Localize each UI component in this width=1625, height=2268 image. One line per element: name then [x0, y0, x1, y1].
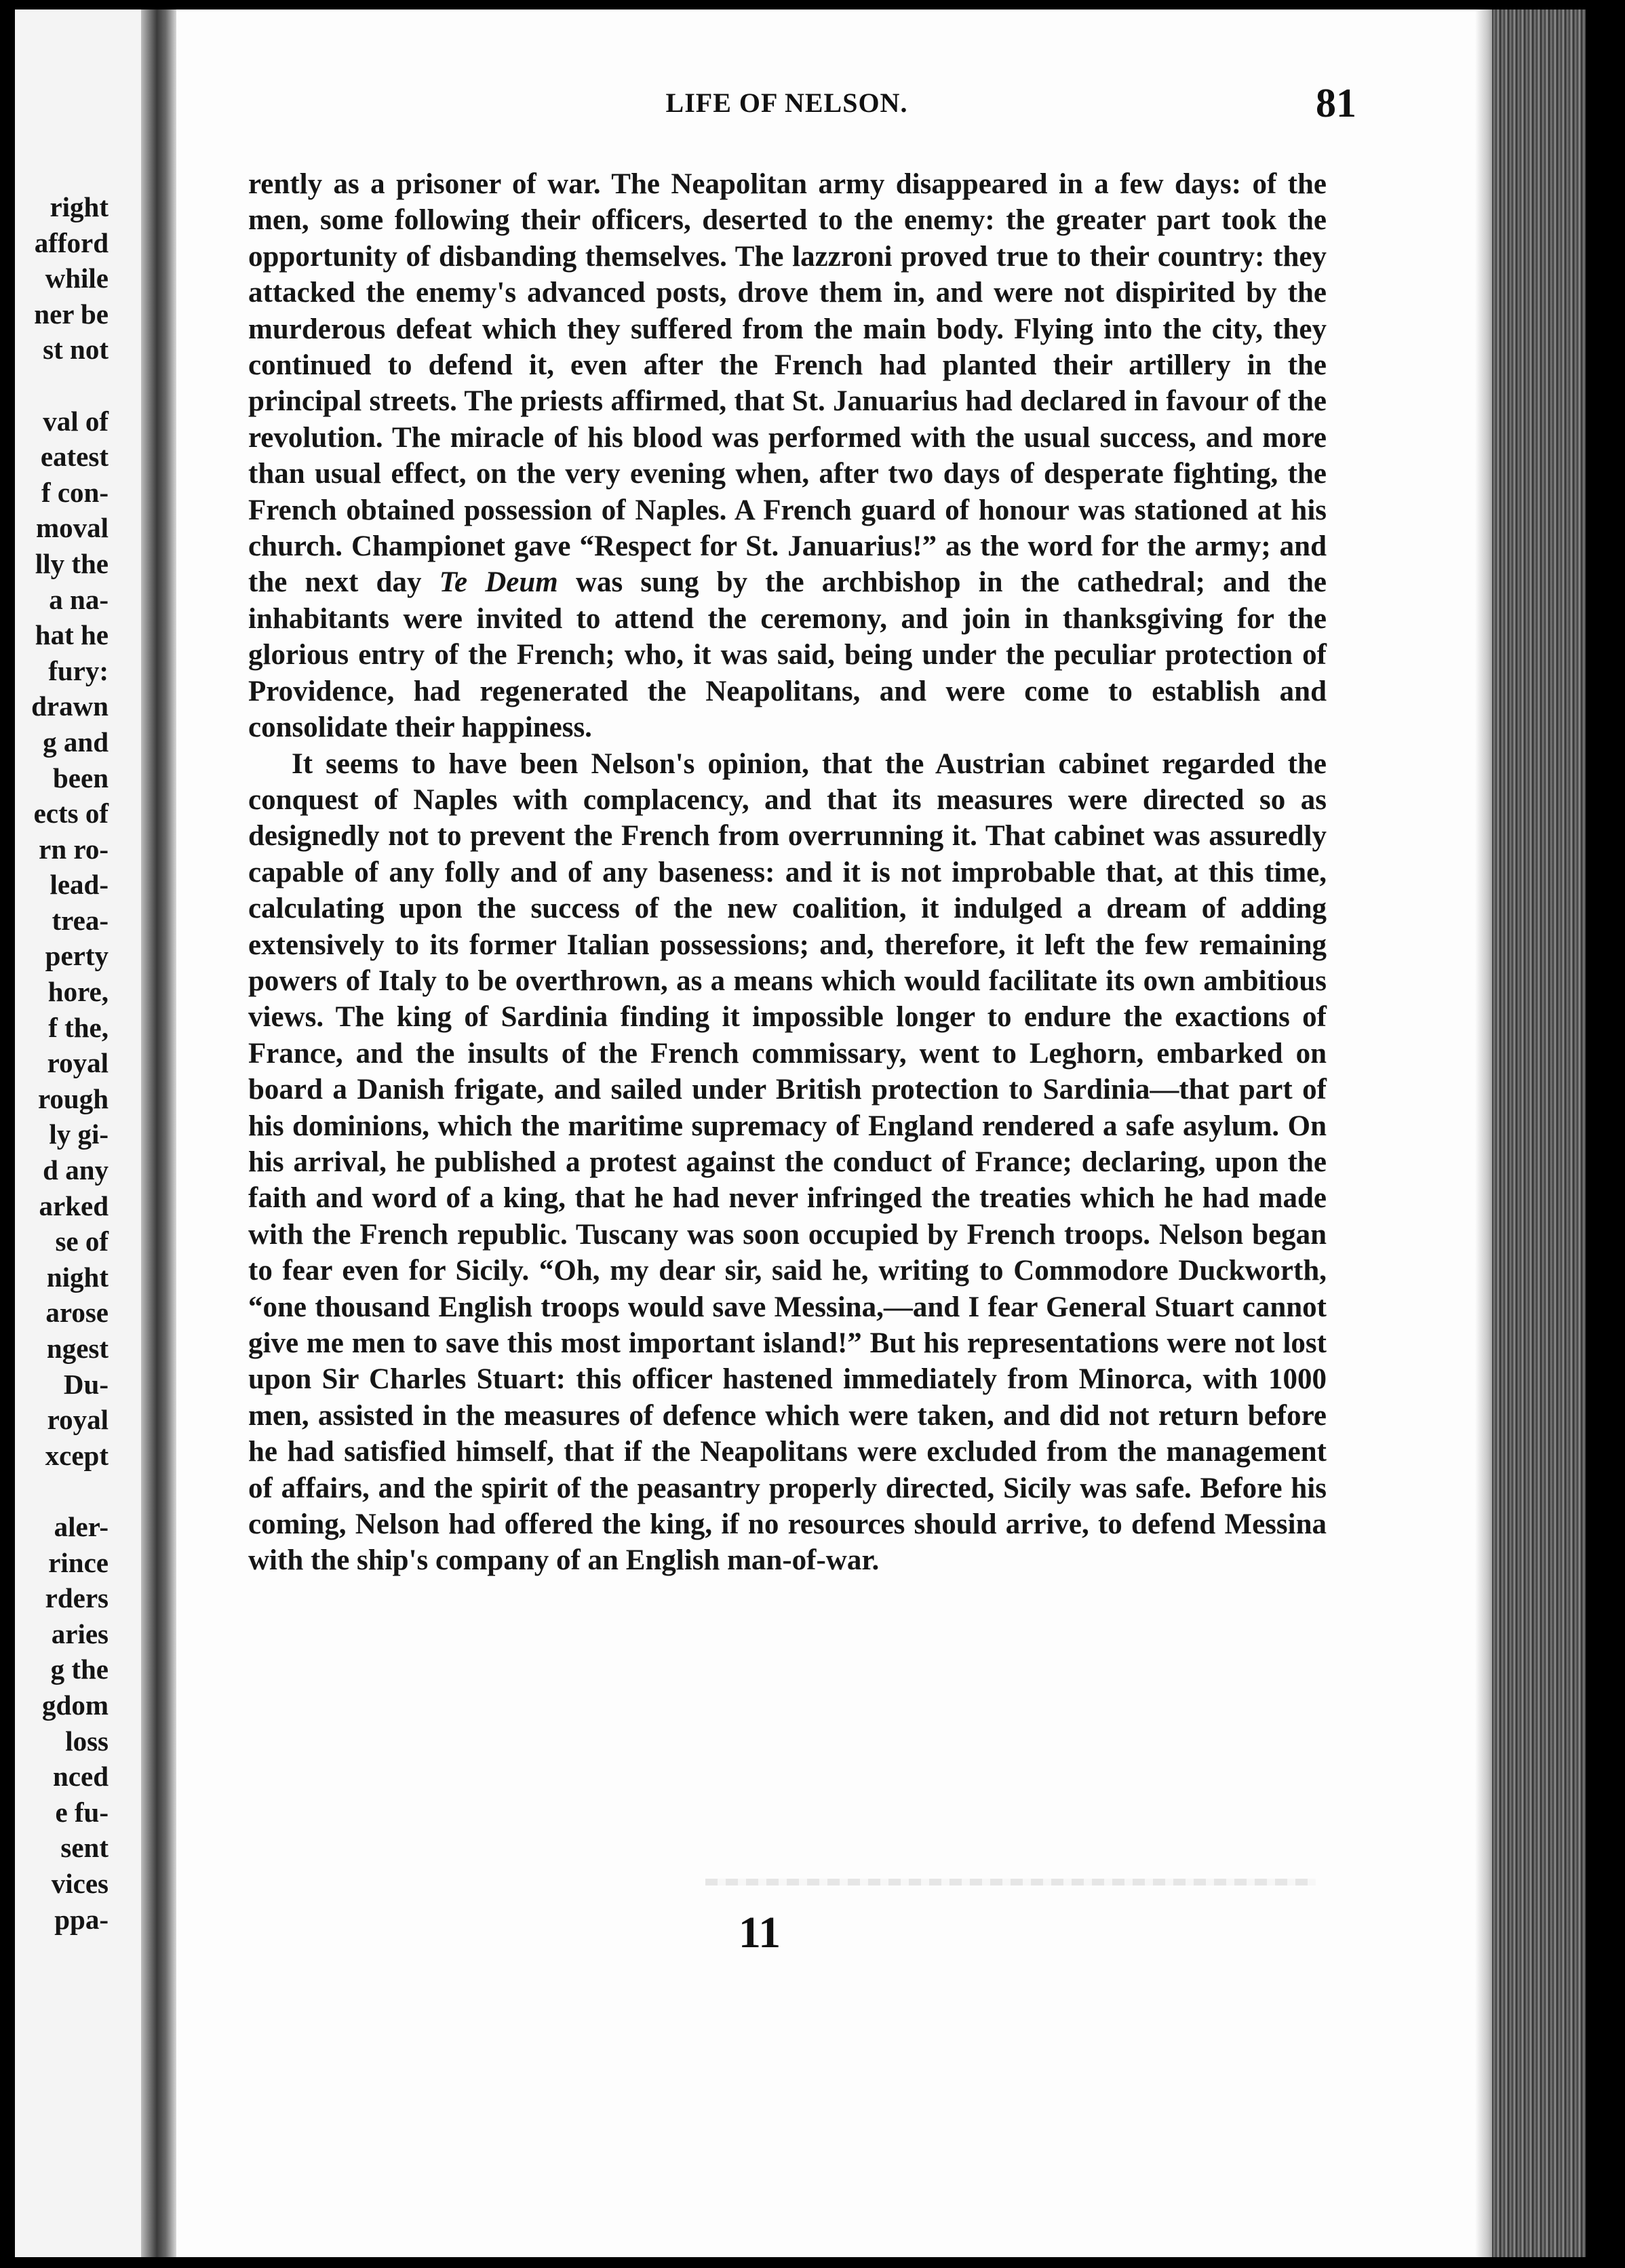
facing-page-line: trea- [52, 904, 109, 936]
show-through-text [705, 1879, 1316, 1885]
facing-page-line: arose [45, 1297, 109, 1329]
facing-page-line: g the [50, 1654, 109, 1685]
facing-page-line: hore, [47, 976, 109, 1008]
scan-frame-top [0, 0, 1625, 9]
facing-page-line: fury: [48, 654, 109, 686]
facing-page-line: gdom [42, 1689, 109, 1721]
facing-page-line: royal [47, 1047, 109, 1079]
facing-page-line [15, 368, 109, 404]
facing-page-line: afford [34, 227, 109, 258]
facing-page-line: se of [55, 1226, 109, 1257]
facing-page-line: eatest [40, 441, 109, 473]
facing-page-line: rn ro- [39, 833, 109, 865]
facing-page-line: rince [48, 1546, 109, 1578]
facing-page-line: Du- [63, 1368, 109, 1400]
facing-page-line: drawn [31, 690, 109, 722]
facing-page-line: loss [65, 1725, 109, 1757]
facing-page-line: hat he [35, 619, 109, 651]
paragraph-2: It seems to have been Nelson's opinion, that the Austrian cabinet regarded the conquest of Naples with complacency, and that its measures were directed so as designedly not to prevent the French from overrunning it. That cabinet was assuredly capable of any folly and of any baseness: and it is not improbable that, at this time, calculating upon the success of the new coalition, it indulged a dream of adding extensively to its former Italian possessions; and, therefore, it left the few remaining powers of Italy to be overthrown, as a means which would facilitate its own ambitious views. The king of Sardinia finding it impossible longer to endure the exactions of France, and the insults of the French commissary, went to Leghorn, embarked on board a Danish frigate, and sailed under British protection to Sardinia—that part of his dominions, which the maritime supremacy of England rendered a safe asylum. On his arrival, he published a protest against the conduct of France; declaring, upon the faith and word of a king, that he had never infringed the treaties which he had made with the French republic. Tuscany was soon occupied by French troops. Nelson began to fear even for Sicily. “Oh, my dear sir, said he, writing to Commodore Duckworth, “one thousand English troops would save Messina,—and I fear General Stuart cannot give me men to save this most important island!” But his representations were not lost upon Sir Charles Stuart: this officer hastened immediately from Minorca, with 1000 men, assisted in the measures of defence which were taken, and did not return before he had satisfied himself, that if the Neapolitans were excluded from the management of affairs, and the spirit of the peasantry properly directed, Sicily was safe. Before his coming, Nelson had offered the king, if no resources should arrive, to defend Messina with the ship's company of an English man-of-war. [248, 747, 1327, 1577]
facing-page-line: moval [35, 512, 109, 544]
facing-page-line: val of [43, 405, 109, 437]
scan-frame-right [1586, 0, 1625, 2268]
facing-page-line: vices [51, 1867, 109, 1899]
facing-page-line: right [50, 191, 109, 222]
facing-page-line: aries [51, 1618, 109, 1649]
facing-page-line: royal [47, 1404, 109, 1436]
facing-page-line: been [53, 762, 109, 794]
facing-page-line: night [46, 1261, 109, 1293]
facing-page-line: rough [37, 1082, 109, 1114]
facing-page-line: perty [45, 940, 109, 972]
facing-page-line: d any [43, 1154, 109, 1186]
running-head-title: LIFE OF NELSON. [665, 87, 908, 118]
scan-frame-left [0, 0, 15, 2268]
signature-mark: 11 [738, 1908, 781, 1957]
facing-page-line: sent [60, 1832, 109, 1864]
facing-page-line: xcept [45, 1439, 109, 1471]
facing-page-line: f the, [48, 1011, 109, 1043]
facing-page-line: ner be [34, 298, 109, 330]
italic-phrase: Te Deum [439, 566, 558, 599]
scan-frame-bottom [0, 2257, 1625, 2268]
facing-page-line: lead- [50, 869, 109, 901]
facing-page-line: ngest [46, 1333, 109, 1364]
page-number: 81 [1316, 81, 1356, 125]
facing-page-line: st not [43, 334, 109, 366]
facing-page-line: e fu- [55, 1796, 109, 1828]
facing-page-line: ly gi- [49, 1118, 109, 1150]
book-page-edges [1492, 9, 1586, 2257]
body-text [248, 166, 1327, 1579]
facing-page-line: nced [53, 1761, 109, 1793]
facing-page-line: a na- [49, 583, 109, 615]
facing-page-line: ects of [33, 798, 109, 829]
facing-page-line: lly the [35, 547, 109, 579]
paragraph-1: rently as a prisoner of war. The Neapolitan army disappeared in a few days: of the men, some following their officers, deserted to the enemy: the greater part took the opportunity of disbanding themselves. The lazzroni proved true to their country: they attacked the enemy's advanced posts, drove them in, and were not dispirited by the murderous defeat which they suffered from the main body. Flying into the city, they continued to defend it, even after the French had planted their artillery in the principal streets. The priests affirmed, that St. Januarius had declared in favour of the revolution. The miracle of his blood was performed with the usual success, and more than usual effect, on the very evening when, after two days of desperate fighting, the French obtained possession of Naples. A French guard of honour was stationed at his church. Championet gave “Respect for St. Januarius!” as the word for the army; and the next day Te Deum was sung by the archbishop in the cathedral; and the inhabitants were invited to attend the ceremony, and join in thanksgiving for the glorious entry of the French; who, it was said, being under the peculiar protection of Providence, had regenerated the Neapolitans, and were come to establish and consolidate their happiness. [248, 168, 1327, 744]
facing-page-line: rders [45, 1582, 109, 1614]
facing-page-line [15, 1473, 109, 1509]
facing-page-line: arked [39, 1190, 109, 1221]
facing-page-line: aler- [54, 1510, 109, 1542]
book-gutter [141, 9, 176, 2257]
facing-page-line: f con- [41, 476, 109, 508]
facing-page-line-endings [15, 189, 109, 1937]
facing-page-line: ppa- [54, 1903, 109, 1935]
facing-page-line: g and [43, 726, 109, 758]
facing-page-line: while [45, 262, 109, 294]
